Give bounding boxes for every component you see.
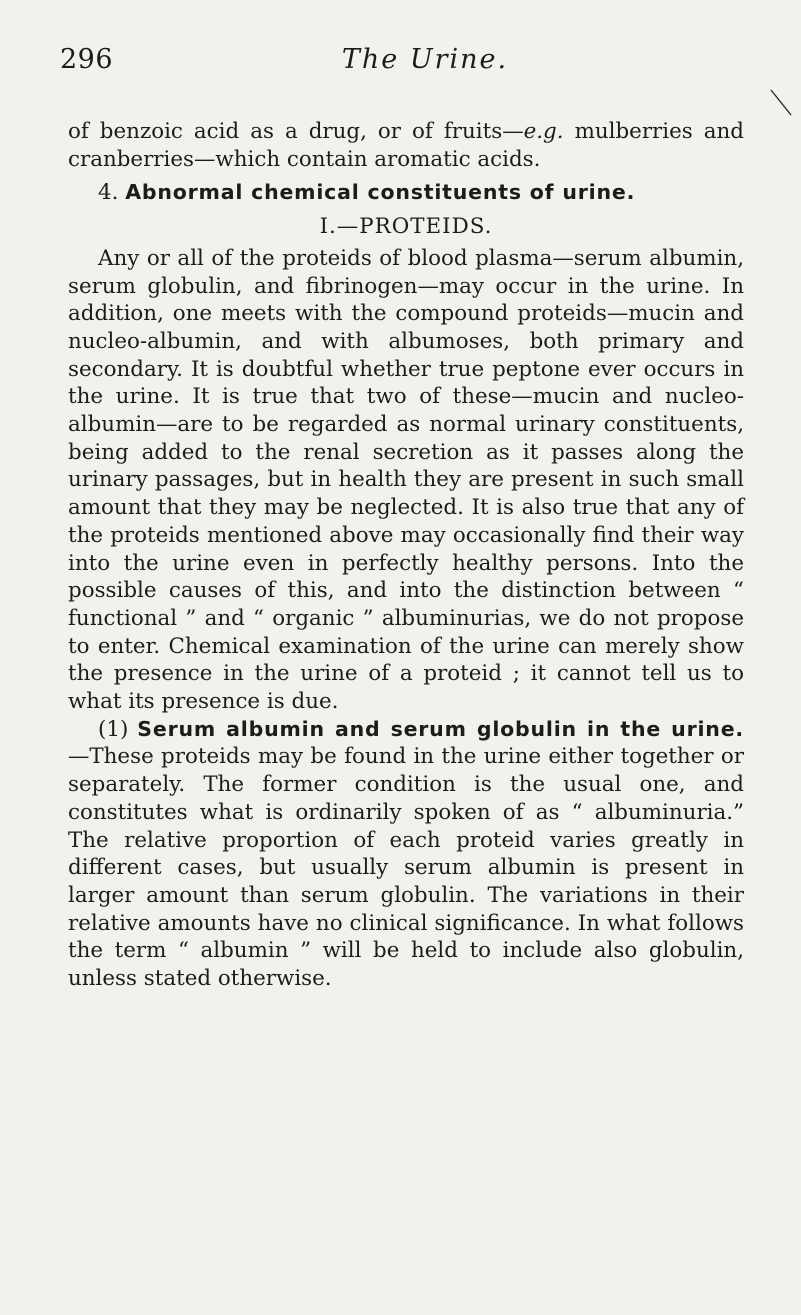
paragraph-serum-albumin-text: —These proteids may be found in the urine either together or separately. The former condition is the usual one, and constitutes what is ordinarily spoken of as “ albuminuria.” The relative proportion of each proteid varies greatly in different cases, but usually serum albumin is present in larger amount than serum globulin. The variations in their relative amounts have no clinical significance. In what follows the term “ albumin ” will be held to include also globulin, unless stated otherwise. [68, 744, 744, 992]
section-heading [68, 179, 744, 207]
section-number: 4. [98, 180, 119, 206]
paragraph-proteids: Any or all of the proteids of blood plasma—serum albumin, serum globulin, and fibrinogen—may occur in the urine. In addition, one meets with the compound proteids—mucin and nucleo-albumin, and with albumoses, both primary and secondary. It is doubtful whether true peptone ever occurs in the urine. It is true that two of these—mucin and nucleo-albumin—are to be regarded as normal urinary constituents, being added to the renal secretion as it passes along the urinary passages, but in health they are present in such small amount that they may be neglected. It is also true that any of the proteids mentioned above may occasionally find their way into the urine even in perfectly healthy persons. Into the possible causes of this, and into the distinction between “ functional ” and “ organic ” albuminurias, we do not propose to enter. Chemical examination of the urine can merely show the presence in the urine of a proteid ; it cannot tell us to what its presence is due. [68, 245, 744, 715]
running-head: The Urine. [341, 44, 509, 75]
page-number: 296 [60, 44, 114, 75]
item-title: Serum albumin and serum globulin in the urine. [137, 716, 744, 741]
section-title: Abnormal chemical constituents of urine. [125, 180, 636, 205]
para1-italic-eg: e.g. [523, 119, 564, 144]
margin-pen-stroke [769, 88, 797, 118]
paragraph-serum-albumin [68, 716, 744, 993]
item-number: (1) [98, 716, 129, 742]
page-header [60, 44, 740, 88]
para1-text-before: of benzoic acid as a drug, or of fruits— [68, 119, 524, 144]
para1-text-after: mulberries and cranberries—which contain aromatic acids. [68, 119, 744, 172]
body-text [68, 118, 744, 993]
subheading-proteids: I.—PROTEIDS. [319, 214, 493, 240]
paragraph-continuation [68, 118, 744, 173]
